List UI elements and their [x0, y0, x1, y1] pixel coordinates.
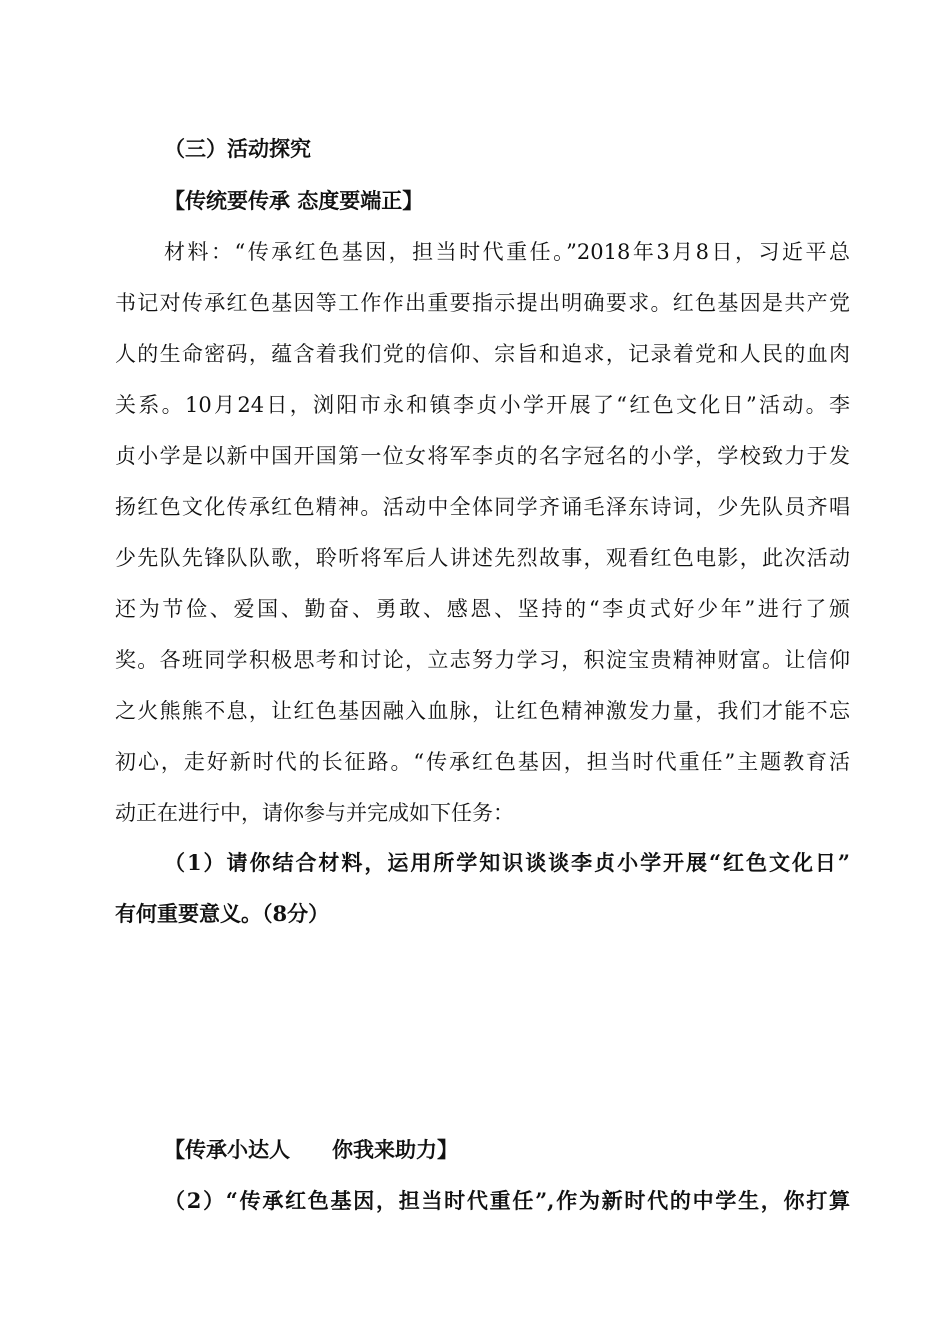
material-line: 之火熊熊不息，让红色基因融入血脉，让红色精神激发力量，我们才能不忘	[115, 699, 850, 723]
material-line: 关系。10月24日，浏阳市永和镇李贞小学开展了“红色文化日”活动。李	[115, 393, 850, 417]
material-line: 还为节俭、爱国、勤奋、勇敢、感恩、坚持的“李贞式好少年”进行了颁	[115, 597, 850, 621]
material-line: 贞小学是以新中国开国第一位女将军李贞的名字冠名的小学，学校致力于发	[115, 444, 850, 468]
material-line: 材料：“传承红色基因，担当时代重任。”2018年3月8日，习近平总	[164, 240, 850, 264]
material-line: 书记对传承红色基因等工作作出重要指示提出明确要求。红色基因是共产党	[115, 291, 850, 315]
part2-title: 【传承小达人 你我来助力】	[164, 1137, 458, 1162]
material-line: 动正在进行中，请你参与并完成如下任务：	[115, 801, 514, 825]
question-2-line: （2）“传承红色基因，担当时代重任”,作为新时代的中学生，你打算	[164, 1188, 850, 1213]
question-1-line: （1）请你结合材料，运用所学知识谈谈李贞小学开展“红色文化日”	[164, 850, 850, 875]
question-1-line: 有何重要意义。（8分）	[115, 901, 330, 926]
material-line: 扬红色文化传承红色精神。活动中全体同学齐诵毛泽东诗词，少先队员齐唱	[115, 495, 850, 519]
material-line: 少先队先锋队队歌，聆听将军后人讲述先烈故事，观看红色电影，此次活动	[115, 546, 850, 570]
material-line: 奖。各班同学积极思考和讨论，立志努力学习，积淀宝贵精神财富。让信仰	[115, 648, 850, 672]
part1-title: 【传统要传承 态度要端正】	[164, 188, 424, 213]
material-line: 人的生命密码，蕴含着我们党的信仰、宗旨和追求，记录着党和人民的血肉	[115, 342, 850, 366]
material-line: 初心，走好新时代的长征路。“传承红色基因，担当时代重任”主题教育活	[115, 750, 850, 774]
section-heading: （三）活动探究	[164, 136, 311, 161]
